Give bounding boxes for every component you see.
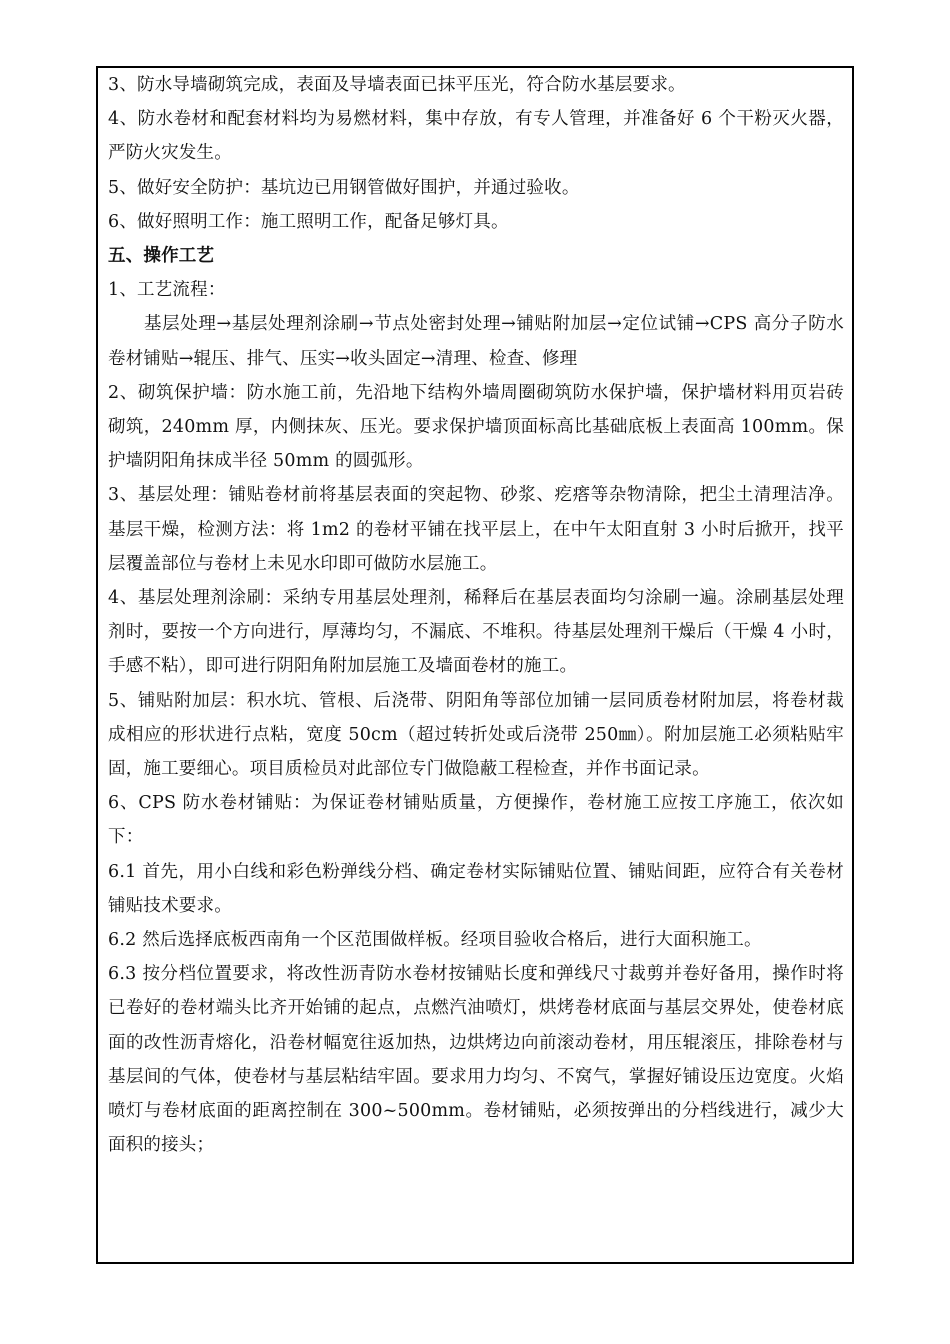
section-heading-operation-process: 五、操作工艺 (108, 246, 215, 267)
paragraph-additional-layer: 5、铺贴附加层：积水坑、管根、后浇带、阴阳角等部位加铺一层同质卷材附加层，将卷材裁成相应的形状进行点粘，宽度 50cm（超过转折处或后浇带 250㎜）。附加层施工必须粘贴牢固，施工要细心。项目质检员对此部位专门做隐蔽工程检查，并作书面记录。 (108, 690, 844, 780)
paragraph-item-4: 4、防水卷材和配套材料均为易燃材料，集中存放，有专人管理，并准备好 6 个干粉灭火器，严防火灾发生。 (108, 109, 844, 164)
document-table-cell (96, 66, 854, 1264)
paragraph-protective-wall: 2、砌筑保护墙：防水施工前，先沿地下结构外墙周圈砌筑防水保护墙，保护墙材料用页岩砖砌筑，240mm 厚，内侧抹灰、压光。要求保护墙顶面标高比基础底板上表面高 100mm。保护墙阴阳角抹成半径 50mm 的圆弧形。 (108, 382, 844, 472)
paragraph-item-6: 6、做好照明工作：施工照明工作，配备足够灯具。 (108, 211, 509, 232)
paragraph-item-3: 3、防水导墙砌筑完成，表面及导墙表面已抹平压光，符合防水基层要求。 (108, 75, 686, 95)
paragraph-step-6-3: 6.3 按分档位置要求，将改性沥青防水卷材按铺贴长度和弹线尺寸裁剪并卷好备用，操作时将已卷好的卷材端头比齐开始铺的起点，点燃汽油喷灯，烘烤卷材底面与基层交界处，使卷材底面的改性沥青熔化，沿卷材幅宽往返加热，边烘烤边向前滚动卷材，用压辊滚压，排除卷材与基层间的气体，使卷材与基层粘结牢固。要求用力均匀、不窝气，掌握好铺设压边宽度。火焰喷灯与卷材底面的距离控制在 300~500mm。卷材铺贴，必须按弹出的分档线进行，减少大面积的接头； (108, 964, 844, 1156)
paragraph-primer-coating: 4、基层处理剂涂刷：采纳专用基层处理剂，稀释后在基层表面均匀涂刷一遍。涂刷基层处理剂时，要按一个方向进行，厚薄均匀，不漏底、不堆积。待基层处理剂干燥后（干燥 4 小时，手感不粘），即可进行阴阳角附加层施工及墙面卷材的施工。 (108, 588, 844, 677)
paragraph-base-treatment: 3、基层处理：铺贴卷材前将基层表面的突起物、砂浆、疙瘩等杂物清除，把尘土清理洁净。基层干燥，检测方法：将 1m2 的卷材平铺在找平层上，在中午太阳直射 3 小时后掀开，找平层覆盖部位与卷材上未见水印即可做防水层施工。 (108, 485, 844, 574)
paragraph-membrane-laying: 6、CPS 防水卷材铺贴：为保证卷材铺贴质量，方便操作，卷材施工应按工序施工，依次如下： (108, 793, 844, 848)
paragraph-process-flow: 基层处理→基层处理剂涂刷→节点处密封处理→铺贴附加层→定位试铺→CPS 高分子防水卷材铺贴→辊压、排气、压实→收头固定→清理、检查、修理 (108, 314, 844, 369)
paragraph-item-5: 5、做好安全防护：基坑边已用钢管做好围护，并通过验收。 (108, 177, 580, 198)
document-body (98, 68, 852, 1163)
paragraph-step-6-1: 6.1 首先，用小白线和彩色粉弹线分档、确定卷材实际铺贴位置、铺贴间距，应符合有关卷材铺贴技术要求。 (108, 861, 844, 916)
paragraph-step-6-2: 6.2 然后选择底板西南角一个区范围做样板。经项目验收合格后，进行大面积施工。 (108, 930, 762, 951)
paragraph-process-flow-title: 1、工艺流程： (108, 280, 226, 301)
